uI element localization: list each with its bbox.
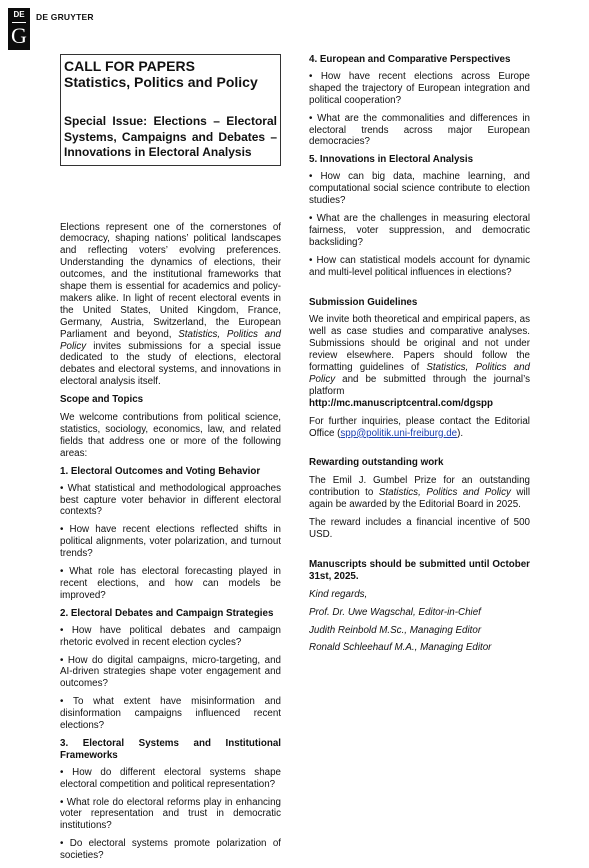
section-heading: 1. Electoral Outcomes and Voting Behavior (60, 465, 261, 477)
topic-item: • How have recent elections reflected shifts in political alignments, voter polarization, and turnout trends? (60, 524, 281, 560)
reward-heading: Rewarding outstanding work (309, 457, 444, 469)
submission-heading: Submission Guidelines (309, 296, 418, 308)
signature-managing-editor: Judith Reinbold M.Sc., Managing Editor (309, 624, 482, 636)
topic-item: • What role do electoral reforms play in enhancing voter representation and trust in democratic institutions? (60, 796, 281, 832)
topic-item: • Do electoral systems promote polarization of societies? (60, 838, 281, 862)
topic-item: • What are the challenges in measuring electoral fairness, voter suppression, and democratic backsliding? (309, 212, 530, 248)
logo-de: DE (13, 10, 25, 19)
reward-incentive: The reward includes a financial incentive of 500 USD. (309, 517, 530, 540)
special-issue-title: Special Issue: Elections – Electoral Systems, Campaigns and Debates – Innovations in Electoral Analysis (64, 114, 277, 159)
call-for-papers-title: CALL FOR PAPERS (64, 58, 195, 74)
topic-item: • What role has electoral forecasting played in recent elections, and how can models be improved? (60, 566, 281, 601)
section-heading: 2. Electoral Debates and Campaign Strategies (60, 607, 274, 619)
submission-paragraph (309, 314, 530, 409)
intro-text: Elections represent one of the cornerstones of democracy, shaping nations’ political landscapes and reflecting voters’ evolving preferences. Understanding the dynamics of elections, their outcomes, and the institutional frameworks that shape them is essential for academics and policy-makers alike. In light of recent electoral events in the United States, United Kingdom, France, Germany, Austria, Switzerland, the European Parliament and beyond, (60, 221, 281, 340)
deadline-notice: Manuscripts should be submitted until October 31st, 2025. (309, 558, 530, 582)
reward-text-end: will again be awarded by the Editorial Board in 2025. (309, 487, 531, 511)
topic-item: • How can big data, machine learning, and computational social science contribute to election studies? (309, 171, 530, 207)
left-column (60, 54, 281, 868)
de-gruyter-logo (8, 8, 30, 50)
signature-managing-editor: Ronald Schleehauf M.A., Managing Editor (309, 642, 492, 654)
section-heading: 5. Innovations in Electoral Analysis (309, 154, 474, 166)
reward-journal-name: Statistics, Politics and Policy (378, 487, 511, 499)
topic-item: • How can statistical models account for dynamic and multi-level political influences in elections? (309, 254, 530, 278)
submission-url-link[interactable]: http://mc.manuscriptcentral.com/dgspp (309, 397, 493, 409)
logo-g: G (11, 23, 27, 48)
right-column (309, 54, 530, 660)
email-link[interactable]: spp@politik.uni-freiburg.de (340, 427, 458, 439)
section-heading: 3. Electoral Systems and Institutional Frameworks (60, 737, 281, 761)
topic-item: • How do digital campaigns, micro-targeting, and AI-driven strategies shape voter engagement and outcomes? (60, 654, 281, 690)
intro-text-end: invites submissions for a special issue dedicated to the study of elections, electoral debates and electoral systems, and innovations in electoral analysis itself. (60, 340, 281, 388)
reward-text: The Emil J. Gumbel Prize for an outstanding contribution to (309, 475, 530, 499)
title-box (60, 54, 281, 166)
submission-text: We invite both theoretical and empirical papers, as well as case studies and comparative analyses. Submissions should be original and not under review elsewhere. Papers should follow the formatting guidelines of (309, 314, 530, 374)
topic-item: • How have recent elections across Europe shaped the trajectory of European integration and political cooperation? (309, 70, 530, 106)
intro-journal-name: Statistics, Politics and Policy (60, 328, 281, 352)
intro-paragraph (60, 222, 281, 389)
inquiries-text: For further inquiries, please contact the Editorial Office ( (309, 415, 530, 439)
topic-item: • How do different electoral systems shape electoral competition and political representation? (60, 766, 281, 790)
topic-item: • How have political debates and campaign rhetoric evolved in recent election cycles? (60, 624, 281, 648)
publisher-name: DE GRUYTER (36, 12, 94, 22)
topic-item: • To what extent have misinformation and disinformation campaigns influenced recent elections? (60, 696, 281, 732)
scope-text: We welcome contributions from political science, statistics, sociology, economics, law, and related fields that address one or more of the following areas: (60, 412, 281, 459)
topic-item: • What statistical and methodological approaches best capture voter behavior in different electoral contexts? (60, 482, 281, 518)
inquiries-text-end: ). (457, 427, 464, 439)
kind-regards: Kind regards, (309, 588, 368, 600)
submission-journal-name: Statistics, Politics and Policy (309, 362, 530, 385)
inquiries-paragraph (309, 416, 530, 440)
submission-text-end: and be submitted through the journal’s platform (309, 373, 530, 397)
section-heading: 4. European and Comparative Perspectives (309, 54, 511, 65)
topic-item: • What are the commonalities and differences in electoral trends across major European democracies? (309, 112, 530, 148)
signature-editor-in-chief: Prof. Dr. Uwe Wagschal, Editor-in-Chief (309, 606, 481, 618)
scope-heading: Scope and Topics (60, 394, 144, 406)
journal-title: Statistics, Politics and Policy (64, 74, 258, 90)
reward-paragraph (309, 475, 530, 511)
